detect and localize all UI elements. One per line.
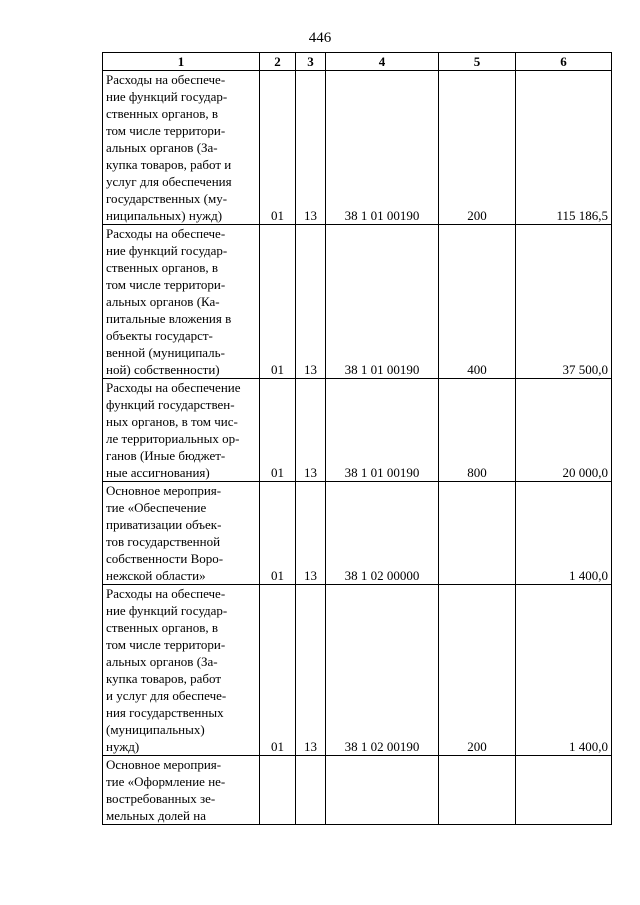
description-line: питальные вложения в [106,311,232,326]
cell-vr [439,482,516,585]
cell-csr: 38 1 02 00000 [326,482,439,585]
description-line: ганов (Иные бюджет- [106,448,226,463]
cell-description [103,585,260,756]
description-line: ственных органов, в [106,260,219,275]
description-line: мельных долей на [106,808,206,823]
description-line: Расходы на обеспече- [106,72,226,87]
cell-csr: 38 1 01 00190 [326,225,439,379]
header-col-3: 3 [296,53,326,71]
header-col-6: 6 [516,53,612,71]
header-col-5: 5 [439,53,516,71]
cell-sum: 1 400,0 [516,585,612,756]
description-line: венной (муниципаль- [106,345,225,360]
description-line: нежской области» [106,568,206,583]
cell-pr: 13 [296,225,326,379]
cell-pr: 13 [296,379,326,482]
description-line: ной) собственности) [106,362,220,377]
description-line: (муниципальных) [106,722,205,737]
cell-vr: 400 [439,225,516,379]
description-line: собственности Воро- [106,551,224,566]
description-line: ние функций государ- [106,243,228,258]
cell-csr: 38 1 02 00190 [326,585,439,756]
description-line: ные ассигнования) [106,465,210,480]
cell-pr: 13 [296,585,326,756]
cell-rz: 01 [260,379,296,482]
description-line: услуг для обеспечения [106,174,232,189]
header-col-1: 1 [103,53,260,71]
description-line: ние функций государ- [106,603,228,618]
table-row [103,585,612,756]
description-line: том числе территори- [106,277,226,292]
cell-rz [260,756,296,825]
cell-rz: 01 [260,71,296,225]
cell-description [103,225,260,379]
description-line: государственных (му- [106,191,228,206]
cell-sum: 115 186,5 [516,71,612,225]
description-line: ственных органов, в [106,106,219,121]
description-line: ния государственных [106,705,224,720]
description-line: Расходы на обеспече- [106,226,226,241]
cell-sum: 37 500,0 [516,225,612,379]
table-row [103,482,612,585]
description-line: ных органов, в том чис- [106,414,238,429]
cell-vr: 200 [439,585,516,756]
cell-rz: 01 [260,585,296,756]
cell-rz: 01 [260,225,296,379]
cell-vr: 800 [439,379,516,482]
cell-vr: 200 [439,71,516,225]
cell-csr: 38 1 01 00190 [326,379,439,482]
description-line: ле территориальных ор- [106,431,240,446]
cell-description [103,756,260,825]
description-line: ние функций государ- [106,89,228,104]
table-header-row [103,53,612,71]
budget-table [102,52,612,825]
description-line: купка товаров, работ [106,671,222,686]
cell-pr: 13 [296,482,326,585]
table-row [103,379,612,482]
description-line: Расходы на обеспече- [106,586,226,601]
description-line: альных органов (Ка- [106,294,220,309]
description-line: Расходы на обеспечение [106,380,241,395]
cell-description [103,71,260,225]
description-line: альных органов (За- [106,140,218,155]
cell-description [103,379,260,482]
description-line: альных органов (За- [106,654,218,669]
description-line: приватизации объек- [106,517,222,532]
description-line: ственных органов, в [106,620,219,635]
description-line: том числе территори- [106,637,226,652]
description-line: Основное мероприя- [106,757,222,772]
cell-vr [439,756,516,825]
cell-sum [516,756,612,825]
cell-csr [326,756,439,825]
description-line: тие «Обеспечение [106,500,207,515]
description-line: Основное мероприя- [106,483,222,498]
cell-pr: 13 [296,71,326,225]
table-row [103,756,612,825]
description-line: том числе территори- [106,123,226,138]
description-line: нужд) [106,739,140,754]
cell-rz: 01 [260,482,296,585]
cell-csr: 38 1 01 00190 [326,71,439,225]
header-col-4: 4 [326,53,439,71]
table-row [103,225,612,379]
description-line: тов государственной [106,534,221,549]
description-line: объекты государст- [106,328,213,343]
header-col-2: 2 [260,53,296,71]
description-line: ниципальных) нужд) [106,208,223,223]
cell-sum: 1 400,0 [516,482,612,585]
cell-pr [296,756,326,825]
page-number: 446 [308,30,332,46]
cell-description [103,482,260,585]
description-line: востребованных зе- [106,791,216,806]
description-line: тие «Оформление не- [106,774,226,789]
description-line: купка товаров, работ и [106,157,232,172]
cell-sum: 20 000,0 [516,379,612,482]
table-row [103,71,612,225]
description-line: функций государствен- [106,397,235,412]
description-line: и услуг для обеспече- [106,688,227,703]
